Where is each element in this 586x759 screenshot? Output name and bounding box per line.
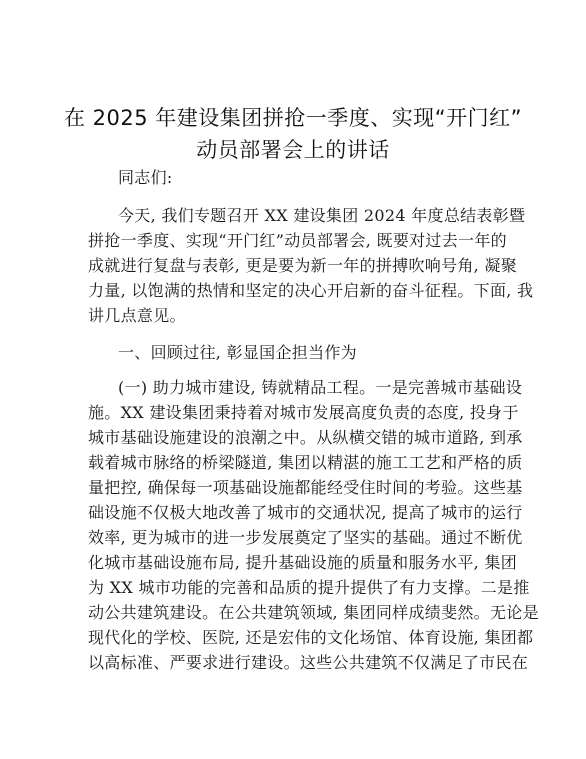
paragraph-line: 以高标准、严要求进行建设。这些公共建筑不仅满足了市民在 [88,653,529,672]
paragraph-line: 量把控, 确保每一项基础设施都能经受住时间的考验。这些基 [88,478,523,497]
salutation: 同志们: [118,168,173,187]
paragraph-line: 施。XX 建设集团秉持着对城市发展高度负责的态度, 投身于 [88,403,519,422]
paragraph-line: 效率, 更为城市的进一步发展奠定了坚实的基础。通过不断优 [88,528,523,547]
paragraph-line: 现代化的学校、医院, 还是宏伟的文化场馆、体育设施, 集团都 [88,628,534,647]
section-heading: 一、回顾过往, 彰显国企担当作为 [118,343,357,362]
paragraph-line: 为 XX 城市功能的完善和品质的提升提供了有力支撑。二是推 [88,578,530,597]
paragraph-line: 力量, 以饱满的热情和坚定的决心开启新的奋斗征程。下面, 我 [88,281,534,300]
paragraph-line: 拼抢一季度、实现“开门红”动员部署会, 既要对过去一年的 [88,231,507,250]
title-line-2: 动员部署会上的讲话 [196,138,390,162]
paragraph-line: 讲几点意见。 [88,306,186,325]
paragraph-line: 成就进行复盘与表彰, 更是要为新一年的拼搏吹响号角, 凝聚 [88,256,518,275]
paragraph-line: 今天, 我们专题召开 XX 建设集团 2024 年度总结表彰暨 [118,206,526,225]
paragraph-line: 化城市基础设施布局, 提升基础设施的质量和服务水平, 集团 [88,553,518,572]
title-line-1: 在 2025 年建设集团拼抢一季度、实现“开门红” [63,106,523,130]
paragraph-line: 城市基础设施建设的浪潮之中。从纵横交错的城市道路, 到承 [88,428,523,447]
paragraph-line: (一) 助力城市建设, 铸就精品工程。一是完善城市基础设 [118,378,523,397]
paragraph-line: 载着城市脉络的桥梁隧道, 集团以精湛的施工工艺和严格的质 [88,453,523,472]
paragraph-line: 础设施不仅极大地改善了城市的交通状况, 提高了城市的运行 [88,503,523,522]
paragraph-line: 动公共建筑建设。在公共建筑领域, 集团同样成绩斐然。无论是 [88,603,539,622]
